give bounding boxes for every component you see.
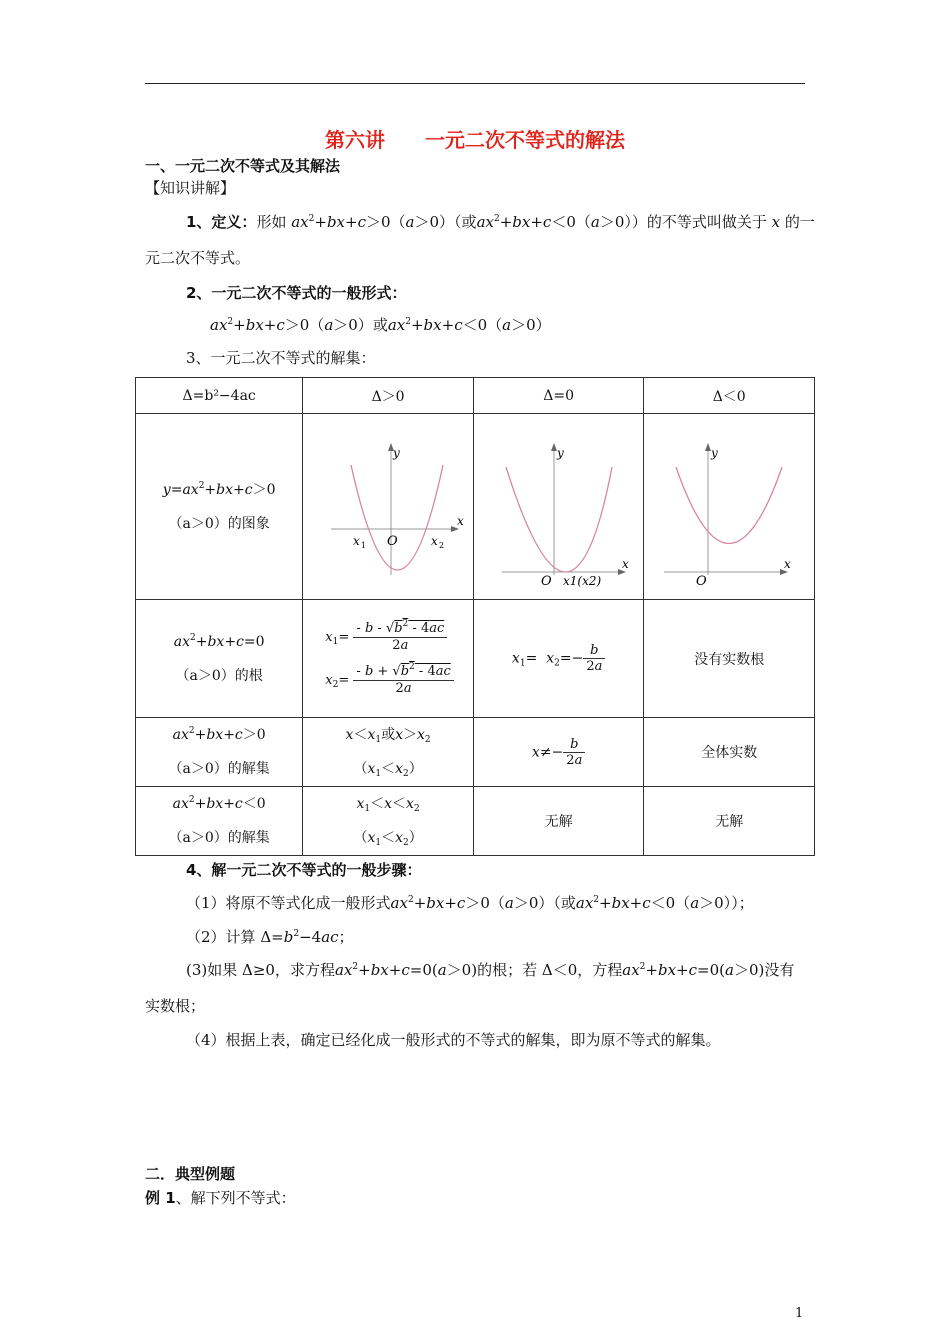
knowledge-label: 【知识讲解】: [145, 179, 236, 197]
item4-label: [186, 860, 421, 880]
step2-pre: （2）计算: [186, 928, 256, 946]
step4: （4）根据上表，确定已经化成一般形式的不等式的解集，即为原不等式的解集。: [186, 1031, 721, 1049]
roots-formula: [303, 600, 474, 718]
page-number: 1: [795, 1306, 804, 1321]
parabola-one-root: [484, 425, 634, 589]
graph1-origin-label: O: [387, 533, 398, 549]
header-delta-zero: Δ=0: [473, 378, 644, 414]
root-x2: $x_2=$ $\frac{- b + √b^2 - 4ac}{2a}$: [325, 664, 473, 697]
row-greater-label-2: （a＞0）的解集: [168, 761, 270, 777]
less-solution-two: $x_1<x<x_2$ $(x_1<x_2)$: [303, 787, 474, 856]
graph2-y-label: y: [556, 445, 564, 460]
solution-table: [135, 377, 815, 856]
graph3-y-label: y: [711, 445, 718, 460]
row-less-label-2: （a＞0）的解集: [168, 830, 270, 846]
lecture-topic: 一元二次不等式的解法: [425, 128, 625, 152]
step3-a: ，求方程: [274, 961, 335, 979]
table-row-graph: [136, 414, 815, 600]
row-graph-label: $y=ax^2+bx+c>0$ （a＞0）的图象: [136, 414, 303, 600]
table-header-row: [136, 378, 815, 414]
graph1-x1-label: x: [353, 533, 360, 548]
general-form: $ax^2+bx+c>0(a>0)$或$ax^2+bx+c<0(a>0)$: [210, 316, 551, 334]
example1-text: 、解下列不等式：: [175, 1189, 296, 1207]
example1-label: 例 1: [145, 1189, 176, 1207]
table-row-less: [136, 787, 815, 856]
graph-one-root: [473, 414, 644, 600]
header-delta-positive: Δ＞0: [303, 378, 474, 414]
greater-solution-two: $x<x_1$或$x>x_2$ $(x_1<x_2)$: [303, 718, 474, 787]
step1-mid: （或: [553, 894, 576, 912]
item3-label: 3、一元二次不等式的解集：: [186, 349, 376, 367]
row-roots-label-2: （a＞0）的根: [175, 667, 263, 684]
lecture-number: 第六讲: [325, 128, 385, 152]
def-post: ）的不等式叫做关于: [631, 213, 767, 231]
table-row-roots: [136, 600, 815, 718]
step3-line1: (3)如果 Δ≥0，求方程$ax^2+bx+c=0(a>0)$的根；若 Δ＜0，方程$ax^2+bx+c=0(a>0)$没有: [186, 961, 795, 979]
row-graph-label-2: （a＞0）的图象: [168, 515, 270, 532]
greater-solution-all: 全体实数: [644, 718, 815, 787]
step3-b: 的根；若: [477, 961, 538, 979]
step1-post: ）；: [731, 894, 754, 912]
graph1-x-label: x: [457, 513, 464, 528]
graph3-x-label: x: [784, 556, 791, 571]
definition-line1: 1、定义：形如 $ax^2+bx+c>0(a>0)$（或$ax^2+bx+c<0(a>0)$）的不等式叫做关于 x 的一: [186, 213, 815, 231]
item2-label: [186, 283, 406, 303]
header-delta-negative: Δ＜0: [644, 378, 815, 414]
row-less-label: $ax^2+bx+c<0$ （a＞0）的解集: [136, 787, 303, 856]
graph1-x1-sub: 1: [361, 540, 367, 550]
page-title: [0, 124, 950, 153]
graph2-origin-label: O: [540, 573, 552, 589]
header-delta-def: Δ=b²−4ac: [136, 378, 303, 414]
step3-line2: 实数根；: [145, 997, 206, 1015]
less-solution-none: 无解: [644, 787, 815, 856]
def-mid: （或: [454, 213, 477, 231]
header-rule: [145, 83, 805, 84]
graph-two-roots: [303, 414, 474, 600]
step2: （2）计算 $\Delta=b^2-4ac$；: [186, 928, 354, 946]
definition-line2: 元二次不等式。: [145, 249, 251, 267]
graph-no-root: [644, 414, 815, 600]
row-roots-label: $ax^2+bx+c=0$ （a＞0）的根: [136, 600, 303, 718]
item4-label-text: 4、解一元二次不等式的一般步骤：: [186, 861, 422, 879]
step3-d: 没有: [764, 961, 795, 979]
parabola-two-roots: [313, 425, 463, 585]
no-real-root: 没有实数根: [644, 600, 815, 718]
def-end: 的一: [784, 213, 815, 231]
graph1-x2-sub: 2: [439, 540, 445, 550]
general-form-or: 或: [372, 316, 388, 334]
row-greater-label: $ax^2+bx+c>0$ （a＞0）的解集: [136, 718, 303, 787]
greater-or: 或: [381, 727, 396, 743]
root-x1: $x_1=$ $\frac{- b - √b^2 - 4ac}{2a}$: [325, 621, 473, 654]
graph2-x-label: x: [621, 556, 629, 571]
section2-heading: 二．典型例题: [145, 1165, 236, 1183]
item2-label-text: 2、一元二次不等式的一般形式：: [186, 284, 407, 302]
section1-heading: 一、一元二次不等式及其解法: [145, 157, 341, 175]
step3-c: ，方程: [577, 961, 623, 979]
step1-pre: （1）将原不等式化成一般形式: [186, 894, 391, 912]
step3-pre: (3)如果: [186, 961, 238, 979]
table-row-greater: [136, 718, 815, 787]
less-solution-one: 无解: [473, 787, 644, 856]
graph1-y-label: y: [393, 445, 400, 460]
def-label: 1、定义：: [186, 213, 257, 231]
graph1-x2-label: x: [431, 533, 438, 548]
def-pre: 形如: [256, 213, 287, 231]
graph3-origin-label: O: [696, 573, 707, 589]
example1: [145, 1188, 296, 1208]
double-root-formula: $x_1= x_2=-$ $\frac{b}{2a}$: [473, 600, 644, 718]
parabola-no-root: [654, 425, 804, 589]
greater-solution-one: x≠− $\frac{b}{2a}$: [473, 718, 644, 787]
graph2-double-root-label: x1(x2): [562, 573, 601, 588]
step1: （1）将原不等式化成一般形式$ax^2+bx+c>0(a>0)$（或$ax^2+bx+c<0(a>0)$）；: [186, 894, 754, 912]
